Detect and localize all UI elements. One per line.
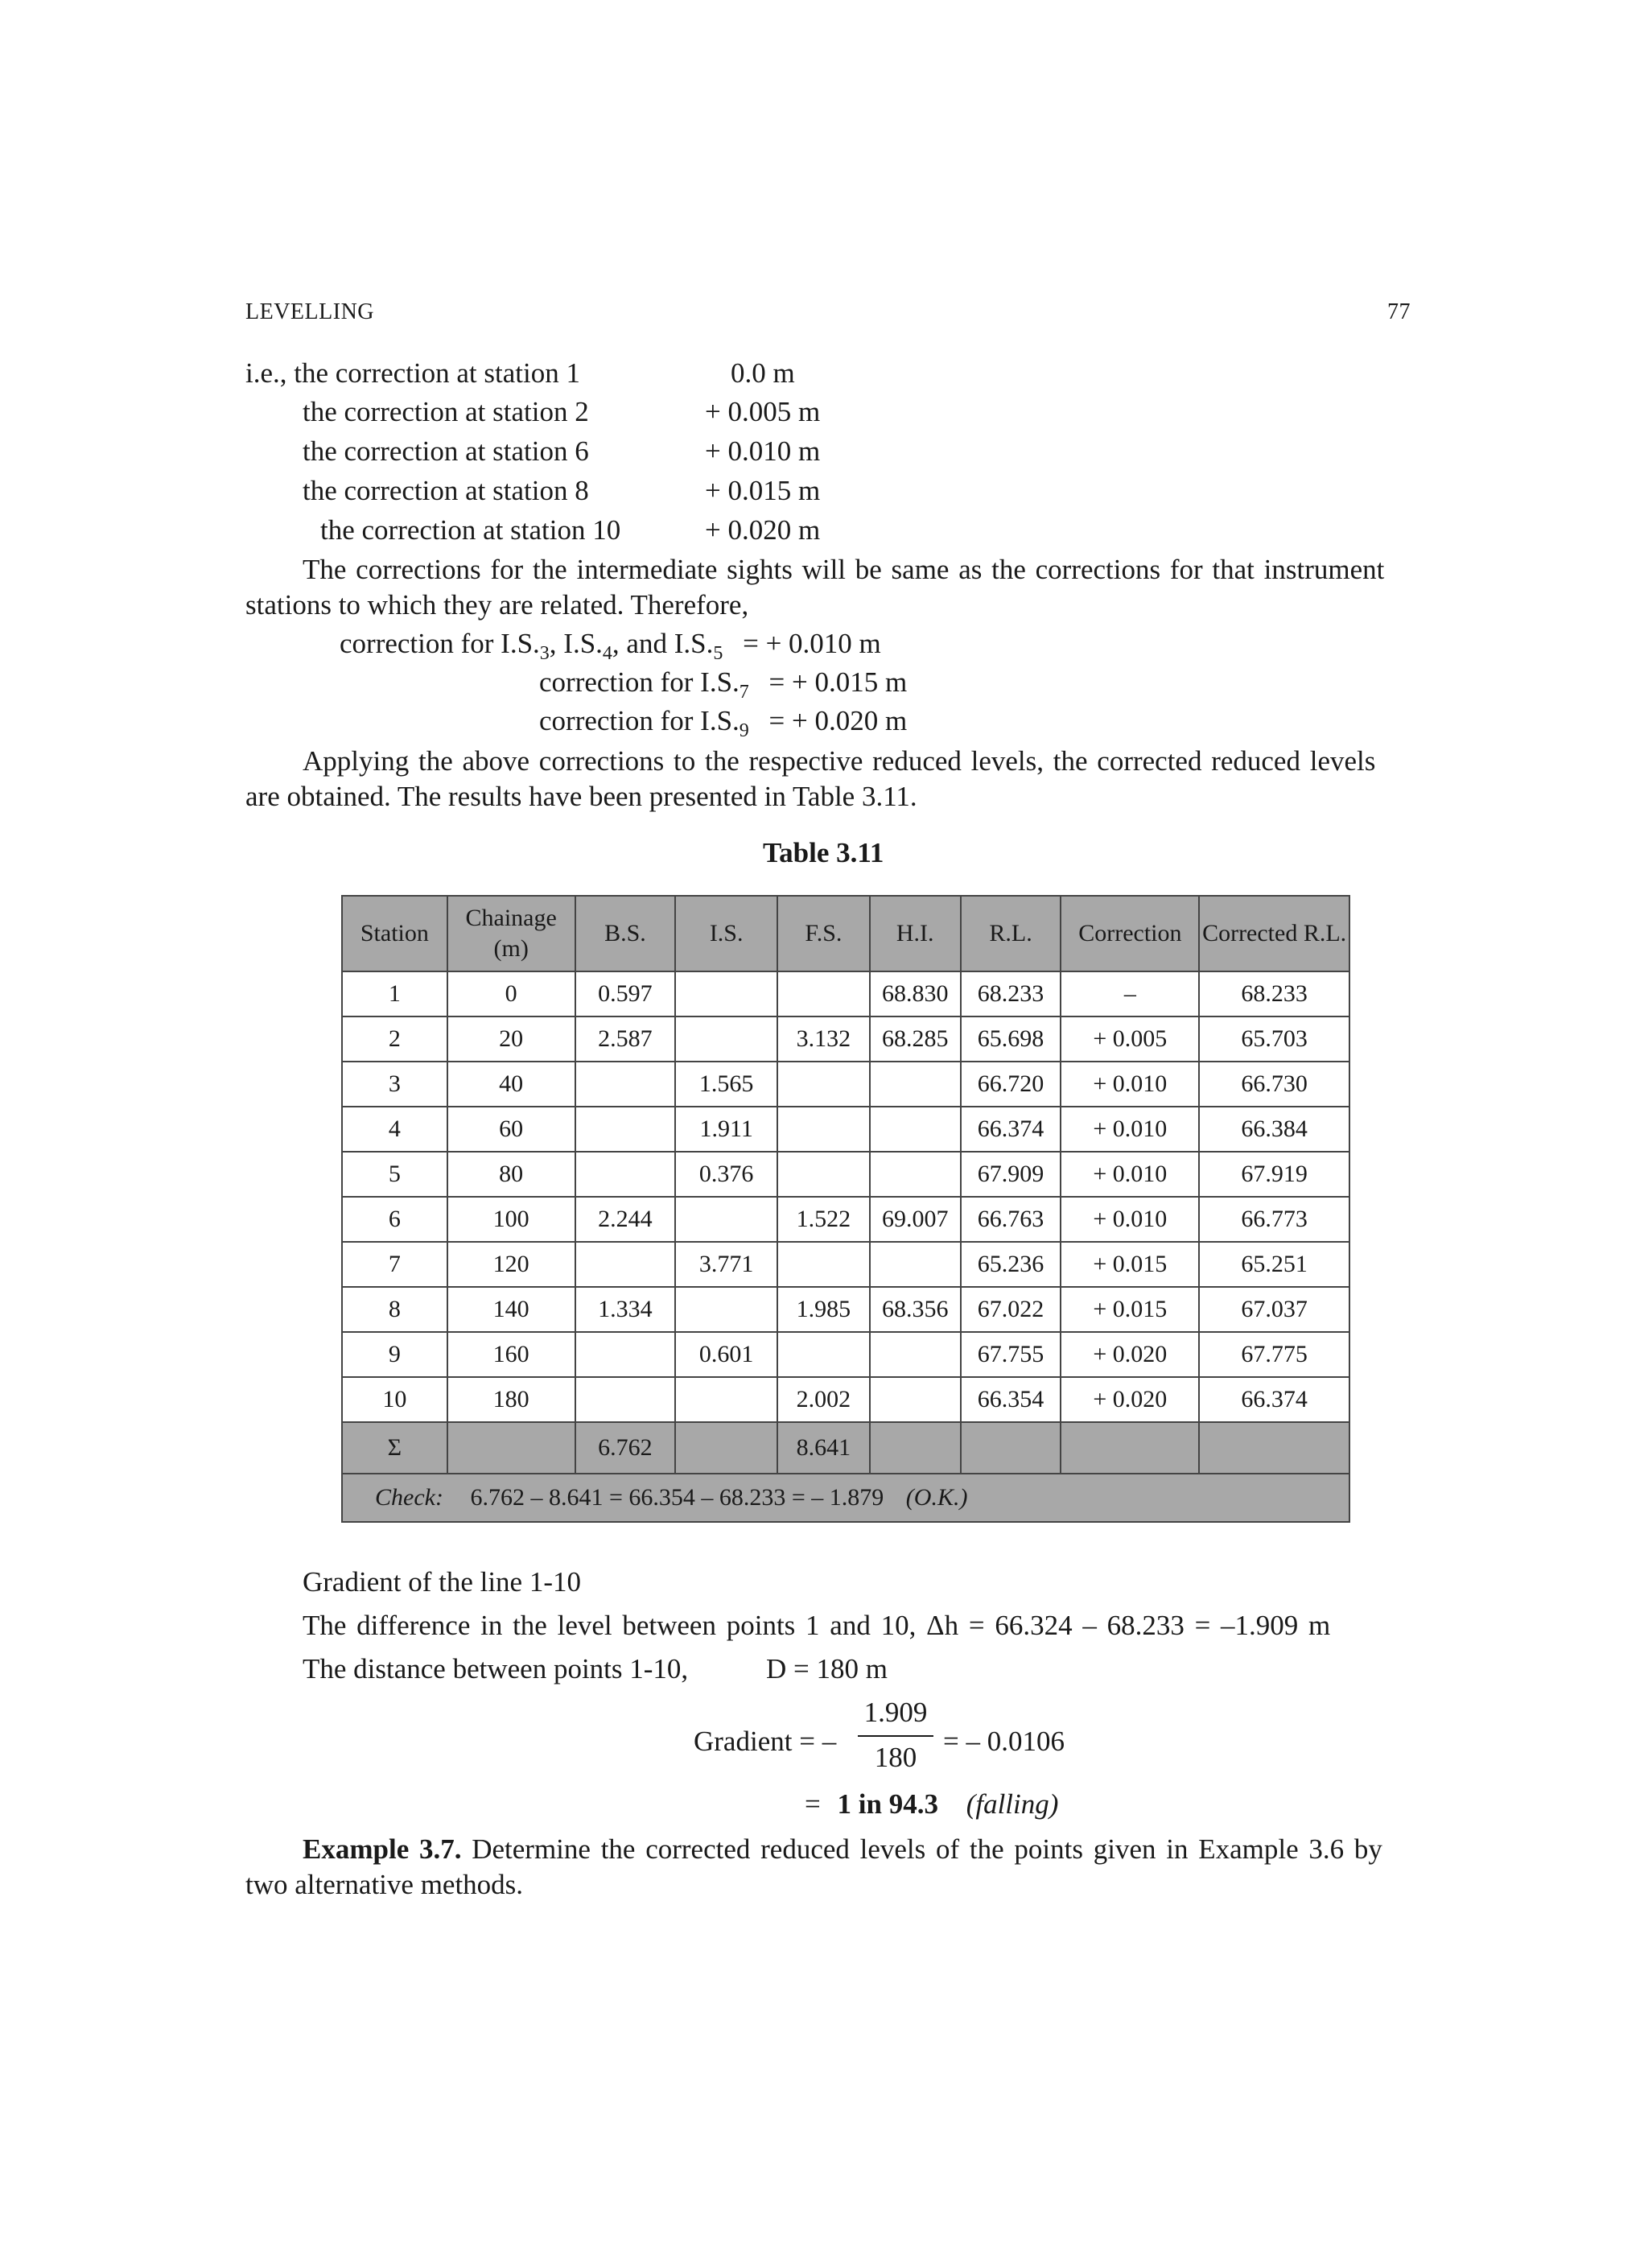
cell <box>675 1422 777 1474</box>
cell: 66.354 <box>961 1377 1061 1422</box>
correction-label-4: the correction at station 8 <box>303 475 589 506</box>
cell <box>961 1422 1061 1474</box>
cell <box>675 1197 777 1242</box>
header-rl: R.L. <box>961 896 1061 971</box>
cell <box>870 1152 961 1197</box>
cell: 67.775 <box>1199 1332 1349 1377</box>
table-row <box>342 1016 1349 1062</box>
cell: 1 <box>342 971 447 1016</box>
cell: 2.002 <box>777 1377 870 1422</box>
cell: 0 <box>447 971 575 1016</box>
cell: 0.601 <box>675 1332 777 1377</box>
correction-value-1: 0.0 m <box>731 357 795 389</box>
cell: 80 <box>447 1152 575 1197</box>
cell: 66.384 <box>1199 1107 1349 1152</box>
correction-value-4: + 0.015 m <box>705 475 821 506</box>
cell: 140 <box>447 1287 575 1332</box>
cell: 68.830 <box>870 971 961 1016</box>
distance-text: The distance between points 1-10, <box>303 1653 689 1685</box>
cell <box>1199 1422 1349 1474</box>
distance-value: D = 180 m <box>766 1653 888 1685</box>
cell: 10 <box>342 1377 447 1422</box>
check-ok: (O.K.) <box>905 1484 968 1511</box>
cell: 3.132 <box>777 1016 870 1062</box>
cell <box>870 1332 961 1377</box>
table-row <box>342 1332 1349 1377</box>
correction-label-3: the correction at station 6 <box>303 435 589 467</box>
cell: 1.985 <box>777 1287 870 1332</box>
cell: 68.233 <box>961 971 1061 1016</box>
cell: 3.771 <box>675 1242 777 1287</box>
cell: + 0.010 <box>1061 1197 1199 1242</box>
header-chainage: Chainage (m) <box>447 896 575 971</box>
cell <box>870 1062 961 1107</box>
cell: 67.919 <box>1199 1152 1349 1197</box>
cell <box>870 1242 961 1287</box>
check-text: 6.762 – 8.641 = 66.354 – 68.233 = – 1.879 <box>470 1484 884 1511</box>
cell: 1.334 <box>575 1287 676 1332</box>
header-is: I.S. <box>675 896 777 971</box>
cell <box>675 1016 777 1062</box>
cell <box>777 1332 870 1377</box>
correction-value-3: + 0.010 m <box>705 435 821 467</box>
cell <box>777 971 870 1016</box>
sum-bs: 6.762 <box>575 1422 676 1474</box>
cell: + 0.010 <box>1061 1152 1199 1197</box>
cell <box>575 1152 676 1197</box>
cell: 6 <box>342 1197 447 1242</box>
cell <box>870 1377 961 1422</box>
cell: 7 <box>342 1242 447 1287</box>
gradient-label: Gradient = – <box>694 1726 837 1757</box>
difference-text: The difference in the level between points 1 and 10, Δh = 66.324 – 68.233 = –1.909 m <box>303 1610 1331 1641</box>
table-header-row <box>342 896 1349 971</box>
gradient-title: Gradient of the line 1-10 <box>303 1566 582 1598</box>
cell: 65.236 <box>961 1242 1061 1287</box>
running-header: LEVELLING <box>245 299 375 324</box>
paragraph-1-line-1: The corrections for the intermediate sights will be same as the corrections for that instrument <box>303 554 1385 585</box>
cell: 3 <box>342 1062 447 1107</box>
check-label: Check: <box>375 1484 443 1511</box>
table-row <box>342 1287 1349 1332</box>
cell: 100 <box>447 1197 575 1242</box>
cell <box>575 1242 676 1287</box>
table-row <box>342 1197 1349 1242</box>
check-row <box>342 1474 1349 1522</box>
cell <box>575 1107 676 1152</box>
cell: 2.587 <box>575 1016 676 1062</box>
cell: 66.374 <box>961 1107 1061 1152</box>
cell: 66.763 <box>961 1197 1061 1242</box>
fraction-bar <box>858 1735 933 1737</box>
cell: 2.244 <box>575 1197 676 1242</box>
table-row <box>342 1152 1349 1197</box>
header-station: Station <box>342 896 447 971</box>
header-hi: H.I. <box>870 896 961 971</box>
cell: 60 <box>447 1107 575 1152</box>
table-3-11 <box>341 895 1350 1523</box>
check-cell <box>342 1474 1349 1522</box>
cell: 9 <box>342 1332 447 1377</box>
cell: 67.909 <box>961 1152 1061 1197</box>
paragraph-2-line-2: are obtained. The results have been presented in Table 3.11. <box>245 781 917 812</box>
cell: 2 <box>342 1016 447 1062</box>
cell: 65.698 <box>961 1016 1061 1062</box>
cell: 69.007 <box>870 1197 961 1242</box>
correction-value-5: + 0.020 m <box>705 514 821 546</box>
cell <box>1061 1422 1199 1474</box>
cell: 66.730 <box>1199 1062 1349 1107</box>
cell <box>575 1332 676 1377</box>
correction-label-2: the correction at station 2 <box>303 396 589 427</box>
cell: 5 <box>342 1152 447 1197</box>
cell: 65.703 <box>1199 1016 1349 1062</box>
example-3-7-line-1: Example 3.7. Determine the corrected reduced levels of the points given in Example 3.6 by <box>303 1833 1382 1865</box>
cell: 1.522 <box>777 1197 870 1242</box>
cell: + 0.005 <box>1061 1016 1199 1062</box>
cell: 68.285 <box>870 1016 961 1062</box>
cell: + 0.015 <box>1061 1287 1199 1332</box>
cell: 67.755 <box>961 1332 1061 1377</box>
page-number: 77 <box>1387 299 1411 324</box>
gradient-final: = 1 in 94.3 (falling) <box>805 1788 1059 1820</box>
table-row <box>342 1377 1349 1422</box>
header-corrected-rl: Corrected R.L. <box>1199 896 1349 971</box>
table-title: Table 3.11 <box>763 837 884 868</box>
cell: + 0.010 <box>1061 1107 1199 1152</box>
correction-label-5: the correction at station 10 <box>320 514 621 546</box>
cell <box>870 1107 961 1152</box>
cell <box>575 1062 676 1107</box>
example-3-7-line-2: two alternative methods. <box>245 1869 524 1900</box>
header-fs: F.S. <box>777 896 870 971</box>
cell: 0.376 <box>675 1152 777 1197</box>
cell: 67.022 <box>961 1287 1061 1332</box>
correction-label-1: i.e., the correction at station 1 <box>245 357 580 389</box>
cell <box>777 1107 870 1152</box>
cell: + 0.020 <box>1061 1377 1199 1422</box>
cell: 120 <box>447 1242 575 1287</box>
gradient-denominator: 180 <box>874 1742 917 1773</box>
cell: 8 <box>342 1287 447 1332</box>
cell: 160 <box>447 1332 575 1377</box>
sum-symbol: Σ <box>342 1422 447 1474</box>
cell: 66.720 <box>961 1062 1061 1107</box>
cell <box>447 1422 575 1474</box>
header-correction: Correction <box>1061 896 1199 971</box>
gradient-numerator: 1.909 <box>863 1697 928 1728</box>
cell: 66.773 <box>1199 1197 1349 1242</box>
sum-row <box>342 1422 1349 1474</box>
correction-value-2: + 0.005 m <box>705 396 821 427</box>
cell: + 0.010 <box>1061 1062 1199 1107</box>
cell: 68.356 <box>870 1287 961 1332</box>
cell: + 0.020 <box>1061 1332 1199 1377</box>
table-row <box>342 1062 1349 1107</box>
table-row <box>342 1107 1349 1152</box>
cell: 67.037 <box>1199 1287 1349 1332</box>
cell: + 0.015 <box>1061 1242 1199 1287</box>
gradient-result: = – 0.0106 <box>943 1726 1065 1757</box>
cell: 68.233 <box>1199 971 1349 1016</box>
cell <box>777 1062 870 1107</box>
header-bs: B.S. <box>575 896 676 971</box>
cell <box>575 1377 676 1422</box>
cell <box>777 1152 870 1197</box>
cell <box>777 1242 870 1287</box>
cell <box>675 971 777 1016</box>
is-correction-line-3: correction for $I.S._9$ = + 0.020 m <box>539 705 908 741</box>
cell: 4 <box>342 1107 447 1152</box>
cell <box>675 1377 777 1422</box>
cell: 1.911 <box>675 1107 777 1152</box>
is-correction-line-1: correction for $I.S._3$, $I.S._4$, and $I.S._5$ = + 0.010 m <box>340 628 881 664</box>
cell: 0.597 <box>575 971 676 1016</box>
cell: 1.565 <box>675 1062 777 1107</box>
cell: 20 <box>447 1016 575 1062</box>
cell: 180 <box>447 1377 575 1422</box>
cell: 40 <box>447 1062 575 1107</box>
is-correction-line-2: correction for $I.S._7$ = + 0.015 m <box>539 666 908 703</box>
cell: – <box>1061 971 1199 1016</box>
cell <box>870 1422 961 1474</box>
cell: 65.251 <box>1199 1242 1349 1287</box>
table-row <box>342 1242 1349 1287</box>
sum-fs: 8.641 <box>777 1422 870 1474</box>
cell: 66.374 <box>1199 1377 1349 1422</box>
paragraph-1-line-2: stations to which they are related. Therefore, <box>245 589 749 621</box>
cell <box>675 1287 777 1332</box>
table-row <box>342 971 1349 1016</box>
paragraph-2-line-1: Applying the above corrections to the respective reduced levels, the corrected reduced levels <box>303 745 1376 777</box>
